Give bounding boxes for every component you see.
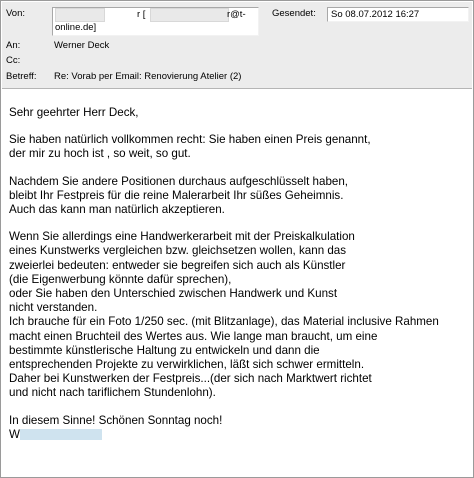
body-paragraph — [9, 133, 469, 161]
to-row — [2, 39, 472, 53]
to-value[interactable]: Werner Deck — [54, 40, 110, 51]
signature — [9, 428, 469, 442]
sent-field — [327, 7, 469, 22]
body-line: eines Kunstwerks vergleichen bzw. gleichsetzen wollen, kann das — [9, 244, 347, 258]
body-line: Wenn Sie allerdings eine Handwerkerarbeit mit der Preiskalkulation — [9, 230, 355, 244]
body-line: entsprechenden Projekte zu verwirklichen, läßt sich schwer ermitteln. — [9, 358, 365, 372]
cc-label: Cc: — [6, 55, 21, 66]
body-line: In diesem Sinne! Schönen Sonntag noch! — [9, 413, 223, 427]
from-label: Von: — [6, 8, 26, 19]
email-body — [9, 106, 469, 442]
body-paragraph — [9, 414, 469, 428]
body-paragraph — [9, 230, 469, 400]
sent-label: Gesendet: — [272, 8, 316, 19]
sent-value: So 08.07.2012 16:27 — [331, 9, 420, 20]
body-line: Daher bei Kunstwerken der Festpreis...(der sich nach Marktwert richtet — [9, 372, 372, 386]
subject-label: Betreff: — [6, 71, 37, 82]
body-line: Sehr geehrter Herr Deck, — [9, 106, 139, 119]
from-field[interactable] — [52, 7, 259, 36]
redacted-signature — [20, 429, 102, 440]
to-label: An: — [6, 40, 21, 51]
body-line: bleibt Ihr Festpreis für die reine Malerarbeit Ihr süßes Geheimnis. — [9, 188, 344, 202]
from-domain: online.de] — [55, 22, 97, 33]
body-line: der mir zu hoch ist , so weit, so gut. — [9, 147, 191, 161]
body-line: oder Sie haben den Unterschied zwischen Handwerk und Kunst — [9, 287, 338, 301]
body-line: Nachdem Sie andere Positionen durchaus aufgeschlüsselt haben, — [9, 174, 349, 188]
body-line: und nicht nach tariflichem Stundenlohn). — [9, 386, 216, 400]
from-row — [2, 7, 472, 33]
body-line: Sie haben natürlich vollkommen recht: Sie haben einen Preis genannt, — [9, 133, 371, 147]
body-line: bestimmte künstlerische Haltung zu entwickeln und dann die — [9, 343, 320, 357]
body-line: (die Eigenwerbung könnte dafür sprechen), — [9, 272, 232, 286]
from-suffix: r@t- — [227, 9, 246, 20]
body-line: zweierlei bedeuten: entweder sie begreifen sich auch als Künstler — [9, 258, 346, 272]
from-redacted-start: r [ — [137, 9, 146, 20]
redacted-email — [150, 8, 229, 22]
subject-value: Re: Vorab per Email: Renovierung Atelier (2) — [54, 71, 242, 82]
cc-row — [2, 54, 472, 68]
body-paragraph — [9, 175, 469, 218]
body-line: nicht verstanden. — [9, 301, 98, 315]
body-line: macht einen Bruchteil des Wertes aus. Wie lange man braucht, um eine — [9, 329, 378, 343]
redacted-sender-name — [55, 8, 105, 22]
body-paragraph — [9, 106, 469, 120]
email-header — [2, 2, 472, 89]
body-line: Ich brauche für ein Foto 1/250 sec. (mit Blitzanlage), das Material inclusive Rahmen — [9, 315, 439, 329]
subject-row — [2, 70, 472, 84]
signature-initial: W — [9, 427, 20, 441]
body-line: Auch das kann man natürlich akzeptieren. — [9, 203, 225, 217]
